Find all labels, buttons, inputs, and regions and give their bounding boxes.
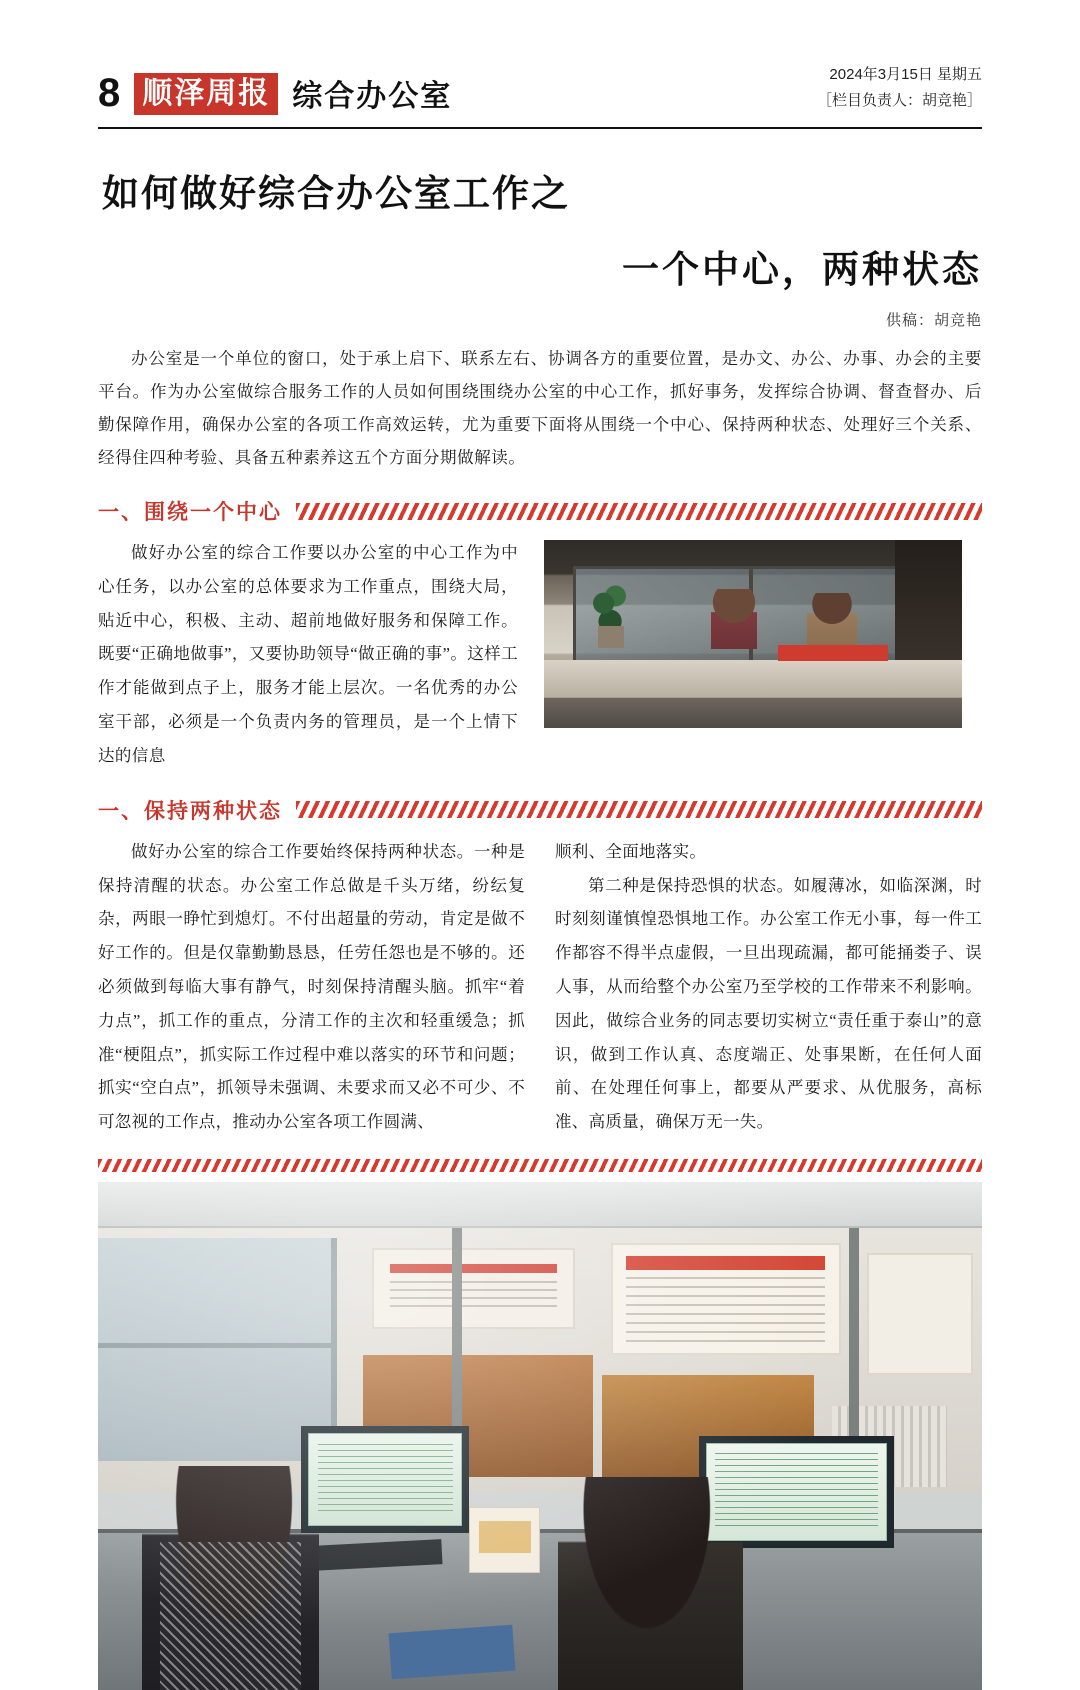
photo-lighting-overlay bbox=[98, 1182, 982, 1690]
photo-dark-edge bbox=[895, 540, 962, 672]
paragraph-continuation: 顺利、全面地落实。 bbox=[555, 841, 707, 861]
section-2-body bbox=[98, 835, 982, 1139]
masthead bbox=[98, 0, 982, 125]
editor-credit: ［栏目负责人：胡竞艳］ bbox=[816, 91, 982, 109]
section-title-2: 一、保持两种状态 bbox=[98, 799, 282, 823]
photo-room bbox=[98, 1182, 982, 1690]
section-1-body bbox=[98, 536, 982, 773]
section-2-column-left bbox=[98, 835, 525, 1139]
photo-person-right bbox=[807, 593, 857, 649]
section-header-1 bbox=[98, 496, 982, 526]
photo-counter bbox=[544, 660, 962, 728]
issue-date: 2024年3月15日 星期五 bbox=[829, 66, 982, 83]
paper-name-logo: 顺泽周报 bbox=[134, 73, 278, 115]
paragraph: 第二种是保持恐惧的状态。如履薄冰，如临深渊，时时刻刻谨慎惶恐惧地工作。办公室工作无小事，每一件工作都容不得半点虚假，一旦出现疏漏，都可能捅娄子、误人事，从而给整个办公室乃至学校的工作带来不利影响。因此，做综合业务的同志要切实树立“责任重于泰山”的意识，做到工作认真、态度端正、处事果断，在任何人面前、在处理任何事上，都要从严要求、从优服务，高标准、高质量，确保万无一失。 bbox=[555, 875, 982, 1132]
lead-paragraph: 办公室是一个单位的窗口，处于承上启下、联系左右、协调各方的重要位置，是办文、办公、办事、办会的主要平台。作为办公室做综合服务工作的人员如何围绕围绕办公室的中心工作，抓好事务，发挥综合协调、督查督办、后勤保障作用，确保办公室的各项工作高效运转，尤为重要下面将从围绕一个中心、保持两种状态、处理好三个关系、经得住四种考验、具备五种素养这五个方面分期做解读。 bbox=[98, 349, 982, 467]
section-name: 综合办公室 bbox=[292, 80, 453, 113]
hatched-divider bbox=[98, 1159, 982, 1172]
section-2-column-right bbox=[555, 835, 982, 1139]
section-header-2 bbox=[98, 795, 982, 825]
hatched-rule bbox=[296, 801, 982, 818]
photo-counter-sign bbox=[778, 645, 888, 661]
headline-block bbox=[98, 163, 982, 330]
photo-service-window bbox=[544, 540, 962, 728]
photo-office-workers bbox=[98, 1182, 982, 1690]
hatched-rule bbox=[296, 503, 982, 520]
byline: 供稿：胡竞艳 bbox=[885, 313, 982, 329]
masthead-divider bbox=[98, 127, 982, 129]
paragraph: 做好办公室的综合工作要始终保持两种状态。一种是保持清醒的状态。办公室工作总做是千头万绪，纷纭复杂，两眼一睁忙到熄灯。不付出超量的劳动，肯定是做不好工作的。但是仅靠勤勤恳恳，任劳任怨也是不够的。还必须做到每临大事有静气，时刻保持清醒头脑。抓牢“着力点”，抓工作的重点，分清工作的主次和轻重缓急；抓准“梗阻点”，抓实际工作过程中难以落实的环节和问题；抓实“空白点”，抓领导未强调、未要求而又必不可少、不可忽视的工作点，推动办公室各项工作圆满、 bbox=[98, 841, 525, 1132]
section-title-1: 一、围绕一个中心 bbox=[98, 501, 282, 524]
page-title-line-2: 一个中心，两种状态 bbox=[622, 249, 982, 290]
section-1-text: 做好办公室的综合工作要以办公室的中心工作为中心任务，以办公室的总体要求为工作重点，围绕大局，贴近中心，积极、主动、超前地做好服务和保障工作。既要“正确地做事”，又要协助领导“做正确的事”。这样工作才能做到点子上，服务才能上层次。一名优秀的办公室干部，必须是一个负责内务的管理员，是一个上情下达的信息 bbox=[98, 543, 518, 765]
photo-person-left bbox=[711, 589, 757, 649]
page-title-line-1: 如何做好综合办公室工作之 bbox=[102, 173, 570, 214]
page-number: 8 bbox=[98, 71, 121, 115]
masthead-left bbox=[98, 71, 452, 117]
photo-plant-pot bbox=[598, 626, 624, 648]
masthead-right bbox=[817, 62, 982, 117]
